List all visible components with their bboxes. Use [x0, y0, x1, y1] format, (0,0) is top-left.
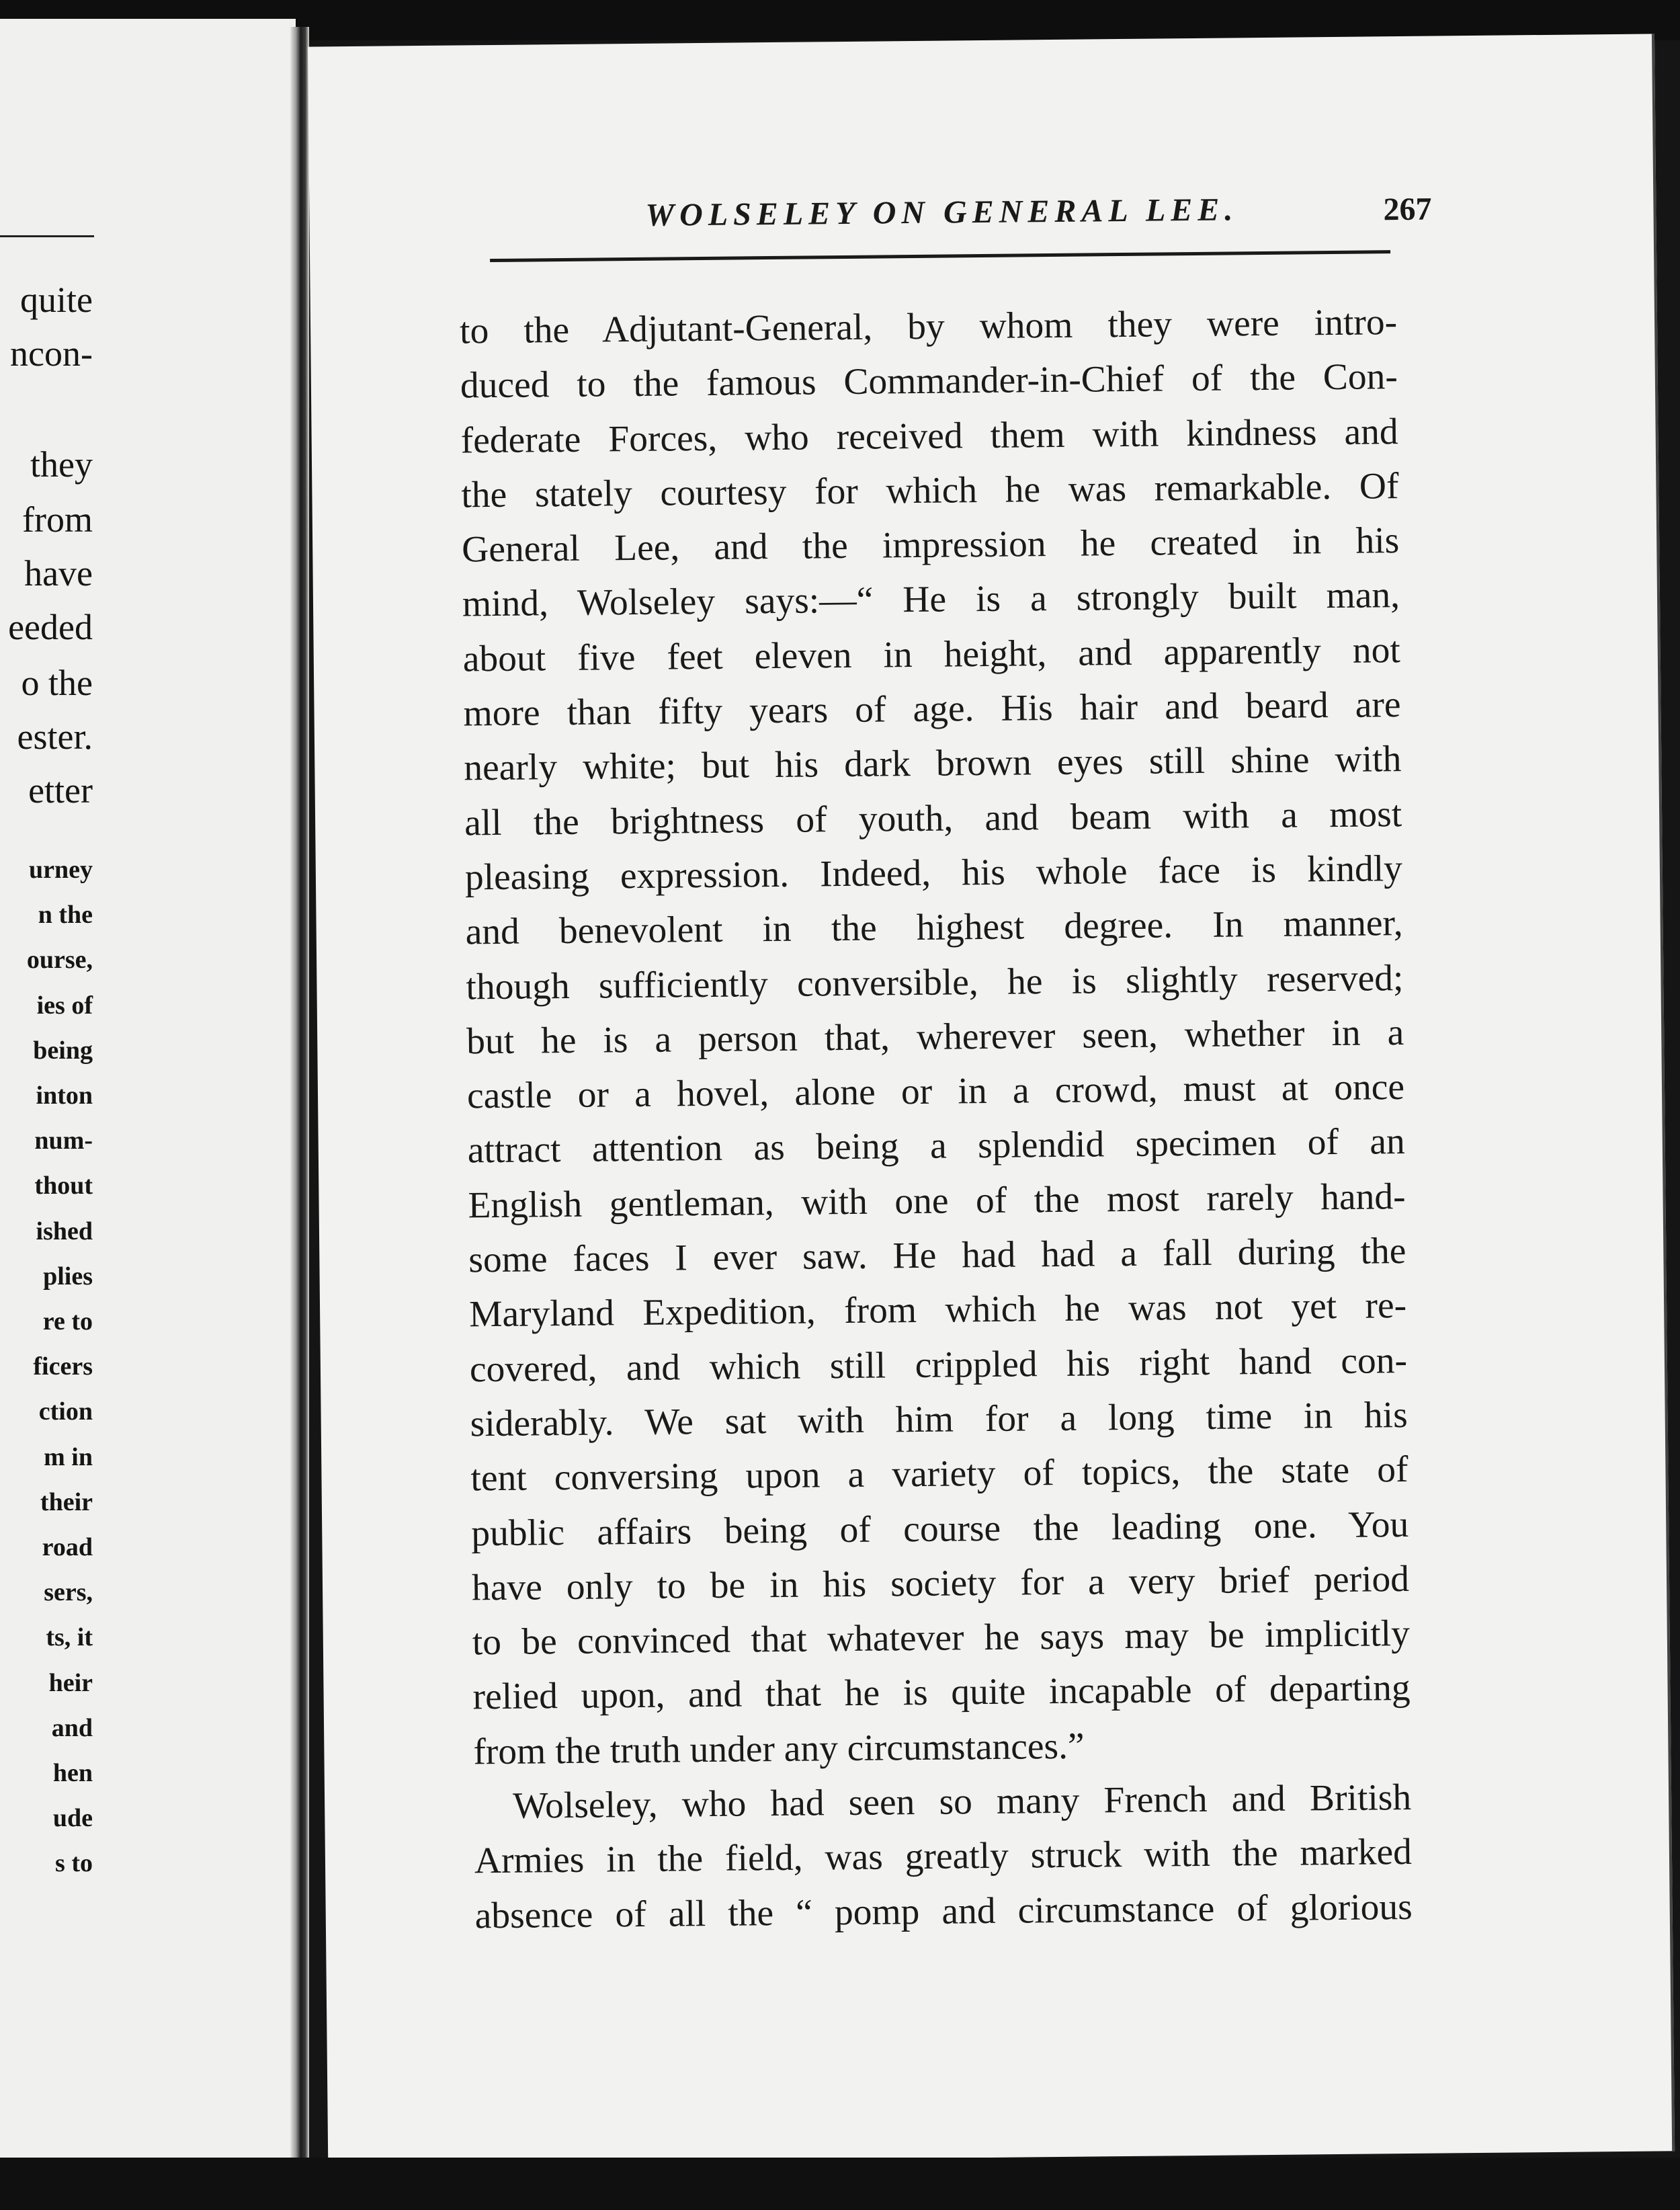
text-line: federate Forces, who received them with kindness and [460, 411, 1398, 462]
header-rule [490, 250, 1390, 262]
page-number: 267 [1383, 191, 1432, 228]
facing-page-line: being [33, 1036, 93, 1065]
text-line: have only to be in his society for a very brief period [471, 1558, 1410, 1609]
text-line: relied upon, and that he is quite incapable of departing [472, 1668, 1411, 1718]
facing-page-line: re to [42, 1307, 93, 1336]
text-line: pleasing expression. Indeed, his whole face is kindly [464, 848, 1403, 899]
text-line: from the truth under any circumstances.” [473, 1725, 1085, 1773]
text-line: Maryland Expedition, from which he was not yet re- [468, 1285, 1407, 1336]
text-line: tent conversing upon a variety of topics, the state of [470, 1449, 1409, 1500]
paragraph-1 [460, 295, 1411, 1779]
facing-page-line: hen [52, 1759, 93, 1787]
facing-page [0, 19, 296, 2163]
text-line: English gentleman, with one of the most rarely hand- [468, 1176, 1406, 1227]
facing-page-line: plies [43, 1262, 93, 1291]
facing-page-line: ester. [17, 717, 93, 757]
facing-page-line: from [22, 499, 93, 540]
text-line: Armies in the field, was greatly struck with the marked [474, 1832, 1413, 1882]
facing-page-line: urney [29, 856, 93, 884]
text-line: Wolseley, who had seen so many French and British [512, 1776, 1412, 1827]
facing-page-line: num- [34, 1127, 93, 1155]
facing-page-line: m in [44, 1442, 93, 1471]
facing-page-line: etter [28, 770, 93, 811]
facing-page-line: ncon- [10, 333, 93, 374]
facing-page-line: heir [48, 1668, 93, 1697]
facing-page-line: eeded [8, 607, 93, 647]
body-text [460, 295, 1413, 1943]
text-line: attract attention as being a splendid specimen of an [467, 1121, 1406, 1172]
facing-page-line: and [51, 1713, 93, 1742]
facing-page-line: s to [55, 1849, 93, 1878]
paragraph-2 [474, 1770, 1413, 1943]
facing-page-line: inton [36, 1081, 93, 1110]
text-line: to the Adjutant-General, by whom they were intro- [459, 302, 1398, 352]
text-line: the stately courtesy for which he was remarkable. Of [461, 465, 1399, 516]
facing-page-line: road [42, 1533, 93, 1561]
facing-page-line: quite [20, 280, 93, 320]
text-line: to be convinced that whatever he says may be implicitly [472, 1613, 1411, 1664]
book-page [308, 34, 1675, 2164]
text-line: covered, and which still crippled his right hand con- [469, 1340, 1408, 1391]
text-line: about five feet eleven in height, and apparently not [462, 629, 1401, 680]
text-line: but he is a person that, wherever seen, whether in a [466, 1012, 1404, 1063]
text-line: duced to the famous Commander-in-Chief of the Con- [460, 356, 1398, 407]
text-line: some faces I ever saw. He had had a fall during the [468, 1231, 1406, 1281]
scan-bottom-border [0, 2158, 1680, 2210]
text-line: more than fifty years of age. His hair and beard are [463, 684, 1401, 735]
text-line: though sufficiently conversible, he is slightly reserved; [466, 957, 1404, 1008]
facing-page-line: have [24, 553, 93, 594]
text-line: mind, Wolseley says:—“ He is a strongly built man, [462, 575, 1400, 625]
text-line: nearly white; but his dark brown eyes still shine with [464, 739, 1402, 789]
text-line: and benevolent in the highest degree. In manner, [465, 903, 1403, 953]
facing-page-line: ourse, [26, 946, 93, 975]
text-line: public affairs being of course the leading one. You [470, 1504, 1409, 1554]
text-line: General Lee, and the impression he created in his [461, 520, 1400, 571]
facing-page-line: ished [36, 1217, 93, 1245]
facing-page-line: they [30, 444, 93, 485]
text-line: absence of all the “ pomp and circumstance of glorious [474, 1886, 1413, 1936]
facing-page-line: o the [21, 663, 93, 703]
facing-page-line: n the [38, 901, 93, 930]
facing-page-line: ude [52, 1804, 93, 1833]
facing-page-line: their [40, 1487, 93, 1516]
facing-page-line: ts, it [46, 1623, 93, 1652]
book-gutter [290, 27, 309, 2164]
facing-page-line: ction [38, 1397, 93, 1426]
text-line: siderably. We sat with him for a long time in his [470, 1394, 1408, 1445]
text-line: all the brightness of youth, and beam with a most [464, 793, 1402, 844]
text-line: castle or a hovel, alone or in a crowd, must at once [466, 1067, 1405, 1117]
facing-page-line: ficers [33, 1352, 93, 1381]
facing-page-head-rule [0, 235, 94, 237]
facing-page-line: ies of [36, 991, 93, 1020]
running-head: WOLSELEY ON GENERAL LEE. [645, 192, 1238, 233]
facing-page-line: sers, [44, 1578, 93, 1607]
facing-page-line: thout [34, 1172, 93, 1200]
